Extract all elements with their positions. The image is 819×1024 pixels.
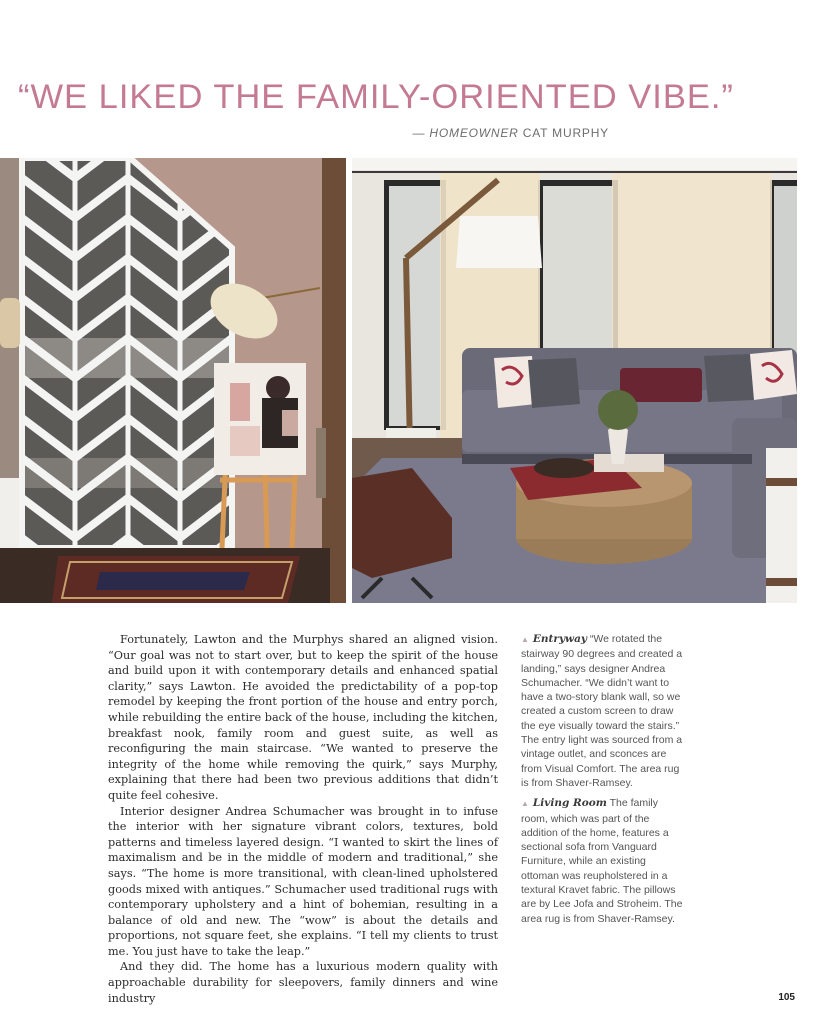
living-room-illustration [352,158,797,603]
triangle-marker-icon: ▲ [521,635,529,644]
triangle-marker-icon: ▲ [521,799,529,809]
attribution-dash: — [412,126,430,140]
caption-text: The family room, which was part of the addition of the home, features a sectional sofa from Vanguard Furniture, while an existing ottoman was reupholstered in a textural Kravet fabric. The pillows are by Lee Jofa and Stroheim. The area rug is from Shaver-Ramsey. [521,797,683,925]
page-number: 105 [778,992,795,1003]
body-text [108,632,498,1006]
body-paragraph: And they did. The home has a luxurious modern quality with approachable durability for sleepovers, family dinners and wine industry [108,960,498,1005]
caption-text: “We rotated the stairway 90 degrees and created a landing,” says designer Andrea Schumacher. “We didn’t want to have a two-story blank wall, so we created a custom screen to draw the eye visually toward the stairs.” The entry light was sourced from a vintage outlet, and sconces are from Visual Comfort. The area rug is from Shaver-Ramsey. [521,633,683,789]
attribution-role: HOMEOWNER [429,126,519,140]
pull-quote-attribution [412,126,609,140]
pull-quote: “WE LIKED THE FAMILY-ORIENTED VIBE.” [18,78,734,116]
entryway-photo [0,158,346,603]
body-paragraph: Fortunately, Lawton and the Murphys shared an aligned vision. “Our goal was not to start over, but to keep the spirit of the house and build upon it with contemporary details and enhanced spatial clarity,” says Lawton. He avoided the predictability of a pop-top remodel by keeping the front portion of the house and entry porch, while rebuilding the entire back of the house, including the kitchen, breakfast nook, family room and guest suite, as well as reconfiguring the main staircase. “We wanted to preserve the integrity of the home while removing the quirk,” says Murphy, explaining that there had been two previous additions that didn’t quite feel cohesive. [108,633,498,802]
caption-heading: Entryway [532,633,587,645]
living-room-photo [352,158,797,603]
caption-heading: Living Room [532,797,607,810]
body-paragraph: Interior designer Andrea Schumacher was brought in to infuse the interior with her signature vibrant colors, textures, bold patterns and timeless layered design. “I wanted to skirt the lines of maximalism and be in the middle of modern and traditional,” she says. “The home is more transitional, with clean-lined upholstered goods mixed with antiques.” Schumacher used traditional rugs with contemporary upholstery and a hint of bohemian, resulting in a balance of old and new. The “wow” is about the details and proportions, not square feet, she explains. “I tell my clients to trust me. You just have to take the leap.” [108,804,498,958]
caption-living-room [521,796,683,926]
entryway-illustration [0,158,346,603]
attribution-name: CAT MURPHY [518,126,609,140]
caption-entryway [521,632,683,790]
photo-captions [521,632,683,932]
